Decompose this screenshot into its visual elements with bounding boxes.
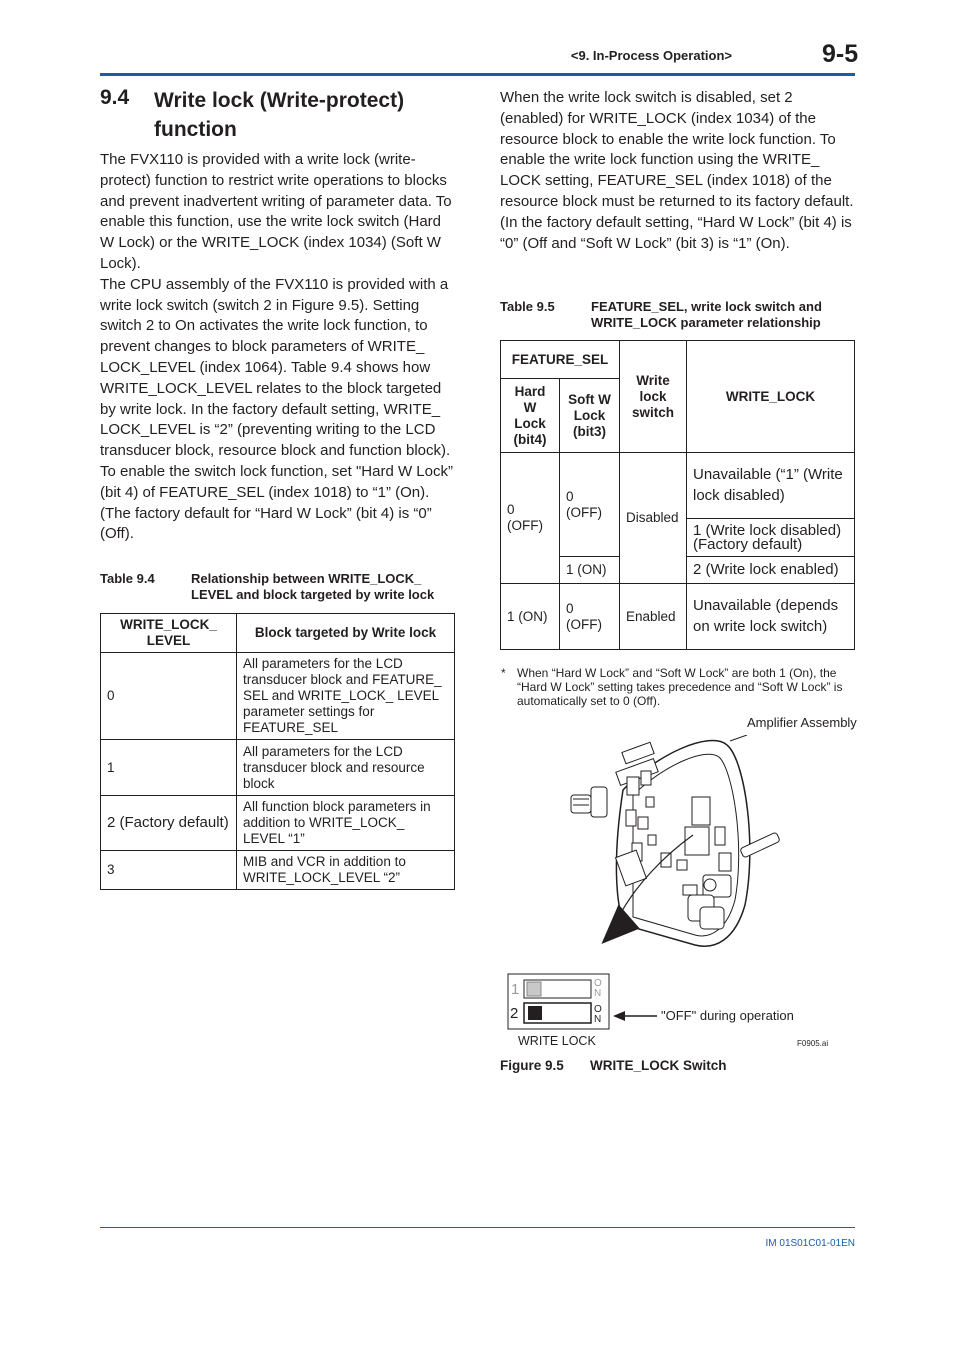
table-cell: 1 bbox=[101, 740, 237, 796]
table-cell: Unavailable (depends on write lock switch) bbox=[687, 584, 855, 650]
table-caption-number: Table 9.4 bbox=[100, 571, 155, 586]
table-row bbox=[101, 796, 455, 851]
table-write-lock-level bbox=[100, 613, 455, 890]
figure-label-write-lock: WRITE LOCK bbox=[518, 1034, 596, 1048]
left-body-text bbox=[100, 150, 456, 545]
table-cell: MIB and VCR in addition to WRITE_LOCK_LEVEL “2” bbox=[237, 851, 455, 890]
running-header-section: <9. In-Process Operation> bbox=[570, 48, 732, 63]
table-caption-title: Relationship between WRITE_LOCK_ LEVEL and block targeted by write lock bbox=[191, 571, 435, 602]
footer-rule bbox=[100, 1227, 855, 1228]
table-cell: 2 (Factory default) bbox=[101, 796, 237, 851]
table-cell: Unavailable (“1” (Write lock disabled) bbox=[687, 453, 855, 519]
table-row bbox=[101, 851, 455, 890]
table-cell: 1 (ON) bbox=[501, 584, 560, 650]
figure-caption-title: WRITE_LOCK Switch bbox=[590, 1058, 727, 1073]
table-cell: Disabled bbox=[620, 453, 687, 584]
figure-caption-number: Figure 9.5 bbox=[500, 1058, 564, 1073]
column-header: Write lock switch bbox=[620, 341, 687, 453]
table-cell: 0 (OFF) bbox=[501, 453, 560, 584]
paragraph: The FVX110 is provided with a write lock (write-protect) function to restrict write operations to blocks and prevent inadvertent writing of parameter data. To enable this function, use the write lock switch (Hard W Lock) or the WRITE_LOCK (index 1034) (Soft W Lock). bbox=[100, 151, 452, 272]
section-title: Write lock (Write-protect) function bbox=[154, 89, 405, 141]
figure-file-code: F0905.ai bbox=[797, 1039, 829, 1048]
figure-label-off: "OFF" during operation bbox=[661, 1008, 794, 1023]
column-header: WRITE_LOCK_ LEVEL bbox=[101, 614, 237, 653]
switch-2-on-label: ON bbox=[594, 1004, 602, 1025]
table-row bbox=[501, 453, 855, 519]
table-feature-sel bbox=[500, 340, 855, 650]
table-cell: All function block parameters in addition to WRITE_LOCK_ LEVEL “1” bbox=[237, 796, 455, 851]
table-cell: 0 (OFF) bbox=[560, 584, 620, 650]
table-cell: 2 (Write lock enabled) bbox=[687, 557, 855, 584]
section-number: 9.4 bbox=[100, 86, 130, 109]
table-row bbox=[101, 740, 455, 796]
document-id: IM 01S01C01-01EN bbox=[765, 1238, 855, 1249]
header-rule bbox=[100, 73, 855, 76]
footnote-text: When “Hard W Lock” and “Soft W Lock” are both 1 (On), the “Hard W Lock” setting takes precedence and “Soft W Lock” is automatically set to 0 (Off). bbox=[517, 666, 843, 708]
table-row bbox=[501, 584, 855, 650]
table-cell: All parameters for the LCD transducer block and FEATURE_ SEL and WRITE_LOCK_ LEVEL parameter settings for FEATURE_SEL bbox=[237, 653, 455, 740]
table-header-row bbox=[501, 341, 855, 379]
column-header: Hard W Lock (bit4) bbox=[501, 379, 560, 453]
switch-1-on-label: ON bbox=[594, 978, 602, 999]
table-caption-title: FEATURE_SEL, write lock switch and WRITE_LOCK parameter relationship bbox=[591, 299, 822, 330]
table-cell: 1 (ON) bbox=[560, 557, 620, 584]
switch-1-label: 1 bbox=[511, 981, 520, 998]
column-header: WRITE_LOCK bbox=[687, 341, 855, 453]
page-number: 9-5 bbox=[822, 40, 859, 68]
table-row bbox=[101, 653, 455, 740]
column-header: FEATURE_SEL bbox=[501, 341, 620, 379]
table-cell: 3 bbox=[101, 851, 237, 890]
table-cell: 0 (OFF) bbox=[560, 453, 620, 557]
right-body-text: When the write lock switch is disabled, set 2 (enabled) for WRITE_LOCK (index 1034) of the resource block to enable the write lock function. To enable the write lock function using the WRITE_ LOCK setting, FEATURE_SEL (index 1018) of the resource block must be returned to its factory default. (In the factory default setting, “Hard W Lock” (bit 4) is “0” (Off and “Soft W Lock” (bit 3) is “1” (On). bbox=[500, 89, 854, 252]
amplifier-assembly-illustration bbox=[505, 735, 855, 1040]
switch-2-label: 2 bbox=[510, 1005, 519, 1022]
column-header: Block targeted by Write lock bbox=[237, 614, 455, 653]
table-cell: All parameters for the LCD transducer block and resource block bbox=[237, 740, 455, 796]
figure-label-amplifier: Amplifier Assembly bbox=[747, 715, 857, 730]
table-header-row bbox=[101, 614, 455, 653]
column-header: Soft W Lock (bit3) bbox=[560, 379, 620, 453]
table-cell: Enabled bbox=[620, 584, 687, 650]
table-caption-number: Table 9.5 bbox=[500, 299, 555, 314]
table-cell: 0 bbox=[101, 653, 237, 740]
table-cell: 1 (Write lock disabled) (Factory default) bbox=[687, 519, 855, 557]
footnote-mark: * bbox=[501, 666, 506, 680]
paragraph: The CPU assembly of the FVX110 is provided with a write lock switch (switch 2 in Figure 9.5). Setting switch 2 to On activates the write lock function, to prevent changes to block parameters of WRITE_ LOCK_LEVEL (index 1064). Table 9.4 shows how WRITE_LOCK_LEVEL relates to the block targeted by write lock. In the factory default setting, WRITE_ LOCK_LEVEL is “2” (preventing writing to the LCD transducer block, resource block and function block). To enable the switch lock function, set "Hard W Lock” (bit 4) of FEATURE_SEL (index 1018) to “1” (On). (The factory default for “Hard W Lock” (bit 4) is “0” (Off). bbox=[100, 275, 453, 543]
